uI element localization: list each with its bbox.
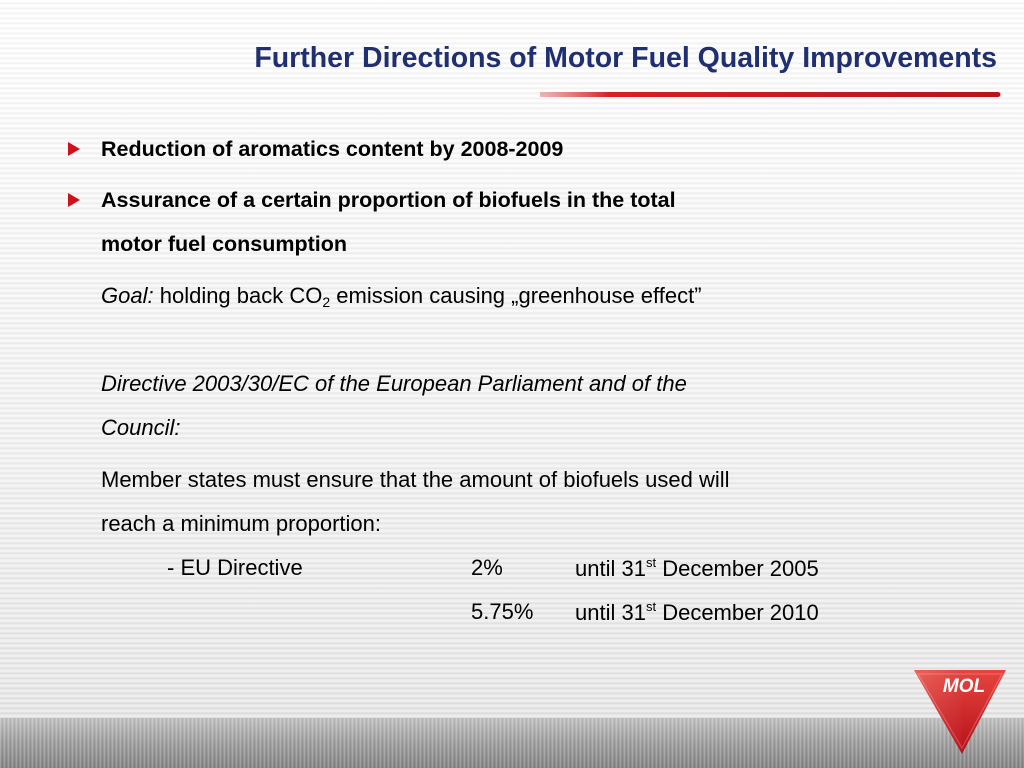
- until-text: until 31: [575, 556, 646, 581]
- goal-text-after: emission causing „greenhouse effect”: [336, 283, 702, 308]
- bullet-text: Assurance of a certain proportion of biofuels in the total: [101, 188, 676, 212]
- eu-directive-label: - EU Directive: [167, 555, 303, 580]
- goal-line: [101, 283, 702, 310]
- ordinal-suffix: st: [645, 555, 657, 570]
- member-states-line-2: reach a minimum proportion:: [101, 511, 382, 536]
- eu-row-1-percent: 2%: [471, 555, 503, 580]
- logo-text: MOL: [942, 676, 986, 697]
- ordinal-suffix: st: [645, 599, 657, 614]
- until-text: until 31: [575, 600, 646, 625]
- bullet-text-continued: motor fuel consumption: [101, 232, 348, 256]
- bullet-triangle-icon: [68, 142, 80, 156]
- title-underline: [0, 0, 1024, 110]
- directive-line-1: Directive 2003/30/EC of the European Parliament and of the: [101, 371, 687, 396]
- eu-row-2-percent: 5.75%: [471, 599, 534, 624]
- eu-row-2-date: [575, 599, 819, 626]
- eu-row-1-date: [575, 555, 819, 582]
- bullet-text: Reduction of aromatics content by 2008-2009: [101, 137, 564, 161]
- bullet-item: [68, 178, 918, 266]
- co2-subscript: 2: [322, 294, 331, 310]
- bullet-item: [68, 127, 868, 171]
- goal-label: Goal:: [101, 283, 154, 308]
- deadline-text: December 2005: [662, 556, 819, 581]
- bullet-triangle-icon: [68, 193, 80, 207]
- directive-line-2: Council:: [101, 415, 181, 440]
- footer-band: [0, 718, 1024, 768]
- slide-title: Further Directions of Motor Fuel Quality Improvements: [254, 42, 997, 74]
- member-states-line-1: Member states must ensure that the amount of biofuels used will: [101, 467, 730, 492]
- mol-logo-icon: [912, 666, 1008, 758]
- deadline-text: December 2010: [662, 600, 819, 625]
- goal-text: holding back CO: [159, 283, 323, 308]
